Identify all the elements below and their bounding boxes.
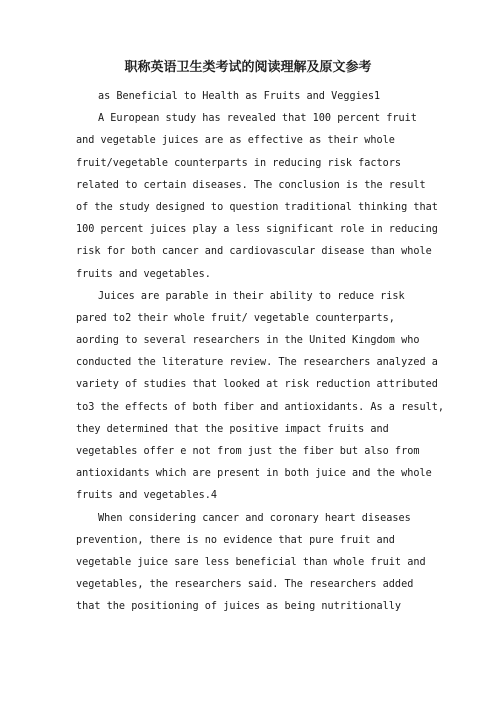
text-line: they determined that the positive impact fruits and — [76, 423, 389, 435]
text-line: vegetables, the researchers said. The researchers added — [76, 579, 414, 591]
text-line: that the positioning of juices as being nutritionally — [76, 601, 402, 613]
text-line: risk for both cancer and cardiovascular disease than whole — [76, 246, 432, 258]
text-line: and vegetable juices are as effective as their whole — [76, 135, 395, 147]
text-line: A European study has revealed that 100 percent fruit — [98, 113, 417, 125]
text-line: related to certain diseases. The conclusion is the result — [76, 179, 426, 191]
text-line: conducted the literature review. The researchers analyzed a — [76, 357, 438, 369]
text-line: antioxidants which are present in both juice and the whole — [76, 468, 432, 480]
text-line: Juices are parable in their ability to reduce risk — [98, 290, 405, 302]
subtitle-line: as Beneficial to Health as Fruits and Veggies1 — [98, 91, 381, 102]
text-line: When considering cancer and coronary heart diseases — [98, 512, 411, 524]
text-line: vegetable juice sare less beneficial than whole fruit and — [76, 556, 426, 568]
text-line: 100 percent juices play a less significant role in reducing — [76, 224, 438, 236]
page-title: 职称英语卫生类考试的阅读理解及原文参考 — [124, 60, 372, 75]
text-line: pared to2 their whole fruit/ vegetable counterparts, — [76, 312, 395, 324]
text-line: prevention, there is no evidence that pure fruit and — [76, 534, 395, 546]
text-line: fruit/vegetable counterparts in reducing risk factors — [76, 157, 402, 169]
text-line: aording to several researchers in the United Kingdom who — [76, 335, 420, 347]
text-line: variety of studies that looked at risk reduction attributed — [76, 379, 438, 391]
text-line: to3 the effects of both fiber and antioxidants. As a result, — [76, 401, 445, 413]
text-line: fruits and vegetables. — [76, 268, 211, 280]
document-body — [76, 86, 476, 619]
text-line: vegetables offer e not from just the fiber but also from — [76, 446, 420, 457]
text-line: fruits and vegetables.4 — [76, 490, 218, 502]
text-line: of the study designed to question traditional thinking that — [76, 201, 438, 213]
